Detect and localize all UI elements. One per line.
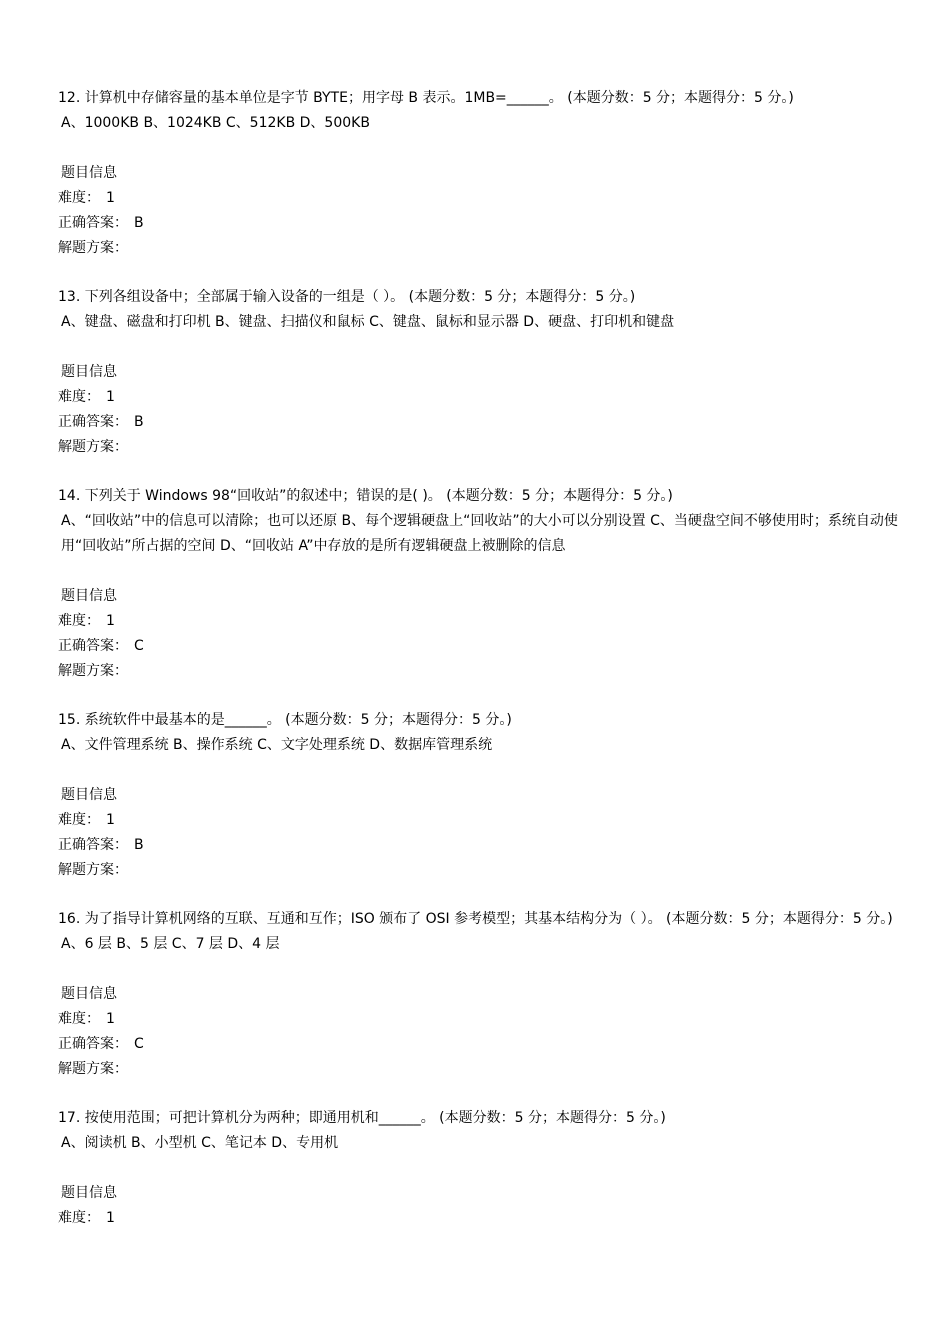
answer-value: B: [134, 215, 144, 231]
difficulty-row: [58, 186, 906, 211]
spacer: [58, 559, 906, 584]
spacer: [58, 957, 906, 982]
info-title: 题目信息: [61, 588, 117, 604]
answer-label: 正确答案：: [58, 414, 128, 430]
difficulty-row: [58, 1007, 906, 1032]
question-13: [58, 285, 906, 460]
answer-value: C: [134, 638, 144, 654]
difficulty-row: [58, 1206, 906, 1231]
solution-row: [58, 236, 906, 261]
question-stem: 12. 计算机中存储容量的基本单位是字节 BYTE；用字母 B 表示。1MB=______。 (本题分数：5 分；本题得分：5 分。): [58, 90, 794, 106]
difficulty-row: [58, 609, 906, 634]
answer-row: [58, 410, 906, 435]
difficulty-value: 1: [106, 190, 115, 206]
difficulty-value: 1: [106, 389, 115, 405]
info-title: 题目信息: [61, 986, 117, 1002]
spacer: [58, 335, 906, 360]
solution-label: 解题方案：: [58, 663, 128, 679]
difficulty-label: 难度：: [58, 812, 100, 828]
difficulty-value: 1: [106, 1011, 115, 1027]
difficulty-row: [58, 385, 906, 410]
difficulty-row: [58, 808, 906, 833]
question-options: A、“回收站”中的信息可以清除；也可以还原 B、每个逻辑硬盘上“回收站”的大小可以分别设置 C、当硬盘空间不够使用时；系统自动使用“回收站”所占据的空间 D、“回收站 A”中存放的是所有逻辑硬盘上被删除的信息: [61, 513, 898, 554]
question-options: A、阅读机 B、小型机 C、笔记本 D、专用机: [61, 1135, 339, 1151]
question-stem: 14. 下列关于 Windows 98“回收站”的叙述中；错误的是( )。 (本题分数：5 分；本题得分：5 分。): [58, 488, 673, 504]
difficulty-label: 难度：: [58, 1210, 100, 1226]
answer-row: [58, 634, 906, 659]
difficulty-value: 1: [106, 1210, 115, 1226]
question-stem: 13. 下列各组设备中；全部属于输入设备的一组是（ ）。 (本题分数：5 分；本题得分：5 分。): [58, 289, 636, 305]
question-options: A、键盘、磁盘和打印机 B、键盘、扫描仪和鼠标 C、键盘、鼠标和显示器 D、硬盘、打印机和键盘: [61, 314, 675, 330]
answer-label: 正确答案：: [58, 1036, 128, 1052]
spacer: [58, 136, 906, 161]
solution-row: [58, 435, 906, 460]
spacer: [58, 1156, 906, 1181]
answer-value: C: [134, 1036, 144, 1052]
question-15: [58, 708, 906, 883]
solution-label: 解题方案：: [58, 1061, 128, 1077]
solution-row: [58, 1057, 906, 1082]
solution-label: 解题方案：: [58, 240, 128, 256]
question-17: [58, 1106, 906, 1231]
question-12: [58, 86, 906, 261]
answer-label: 正确答案：: [58, 638, 128, 654]
answer-value: B: [134, 414, 144, 430]
difficulty-value: 1: [106, 613, 115, 629]
solution-label: 解题方案：: [58, 439, 128, 455]
answer-row: [58, 1032, 906, 1057]
document-page: [58, 86, 906, 1255]
question-16: [58, 907, 906, 1082]
question-14: [58, 484, 906, 684]
difficulty-label: 难度：: [58, 1011, 100, 1027]
info-title: 题目信息: [61, 787, 117, 803]
answer-label: 正确答案：: [58, 215, 128, 231]
question-stem: 15. 系统软件中最基本的是______。 (本题分数：5 分；本题得分：5 分。): [58, 712, 512, 728]
question-options: A、1000KB B、1024KB C、512KB D、500KB: [61, 115, 370, 131]
answer-row: [58, 833, 906, 858]
solution-label: 解题方案：: [58, 862, 128, 878]
info-title: 题目信息: [61, 1185, 117, 1201]
question-stem: 17. 按使用范围；可把计算机分为两种；即通用机和______。 (本题分数：5 分；本题得分：5 分。): [58, 1110, 666, 1126]
difficulty-value: 1: [106, 812, 115, 828]
info-title: 题目信息: [61, 364, 117, 380]
difficulty-label: 难度：: [58, 190, 100, 206]
question-stem: 16. 为了指导计算机网络的互联、互通和互作；ISO 颁布了 OSI 参考模型；其基本结构分为（ ）。 (本题分数：5 分；本题得分：5 分。): [58, 911, 893, 927]
solution-row: [58, 659, 906, 684]
solution-row: [58, 858, 906, 883]
difficulty-label: 难度：: [58, 613, 100, 629]
spacer: [58, 758, 906, 783]
info-title: 题目信息: [61, 165, 117, 181]
answer-row: [58, 211, 906, 236]
question-options: A、6 层 B、5 层 C、7 层 D、4 层: [61, 936, 280, 952]
difficulty-label: 难度：: [58, 389, 100, 405]
answer-value: B: [134, 837, 144, 853]
question-options: A、文件管理系统 B、操作系统 C、文字处理系统 D、数据库管理系统: [61, 737, 493, 753]
answer-label: 正确答案：: [58, 837, 128, 853]
